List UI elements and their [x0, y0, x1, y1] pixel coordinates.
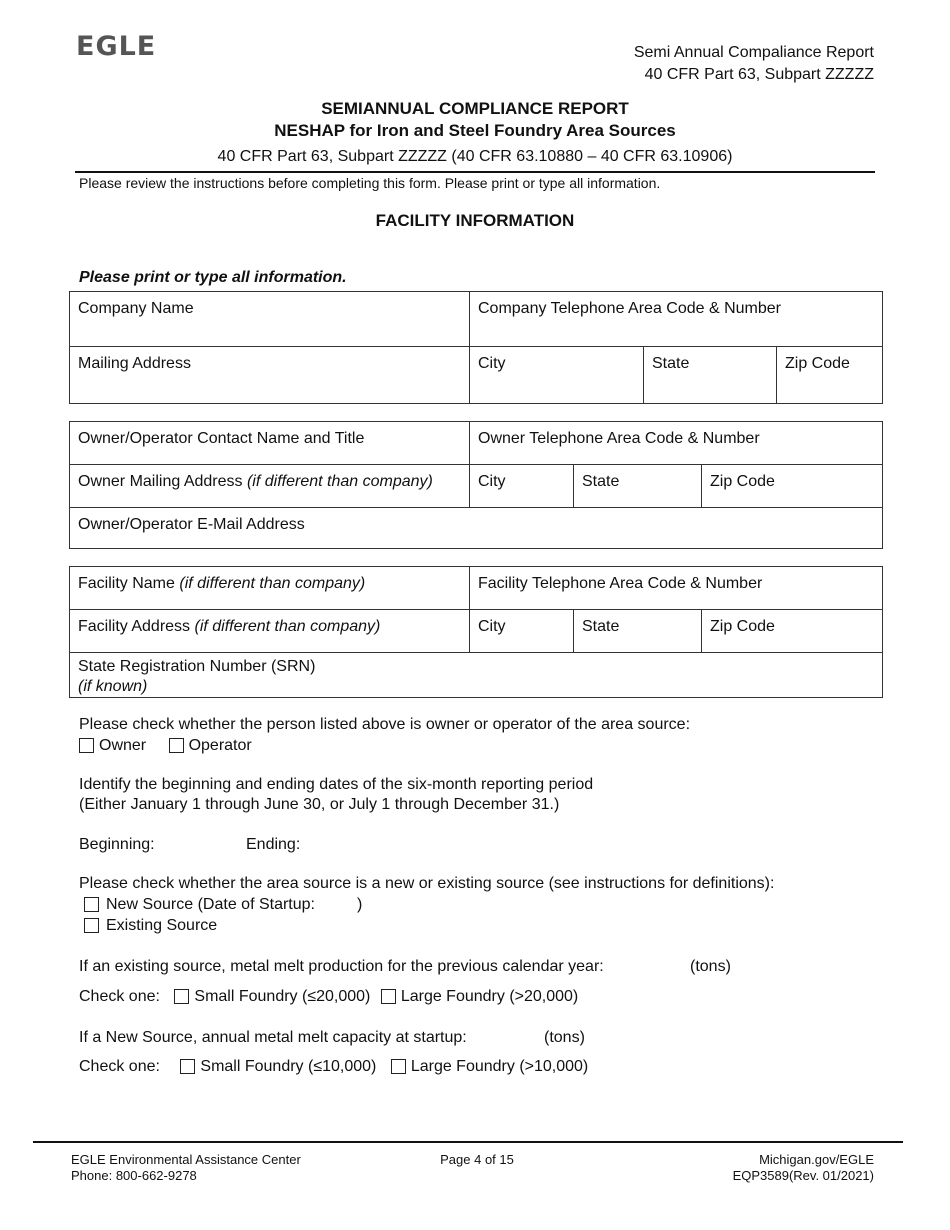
new-large-foundry-checkbox[interactable] — [391, 1059, 406, 1074]
existing-source-label: Existing Source — [106, 917, 218, 934]
owner-email-field[interactable] — [70, 508, 883, 549]
owner-zip-field[interactable] — [702, 465, 883, 508]
existing-source-checkbox[interactable] — [84, 918, 99, 933]
owner-state-label: State — [582, 473, 620, 490]
company-state-field[interactable] — [644, 347, 777, 404]
owner-operator-question: Please check whether the person listed above is owner or operator of the area source: — [79, 716, 691, 733]
operator-checkbox[interactable] — [169, 738, 184, 753]
facility-name-note: (if different than company) — [179, 575, 366, 592]
title-divider — [75, 171, 875, 173]
reporting-period-note: (Either January 1 through June 30, or July 1 through December 31.) — [79, 796, 560, 813]
source-type-question: Please check whether the area source is a new or existing source (see instructions for definitions): — [79, 875, 775, 892]
footer-page-number: Page 4 of 15 — [440, 1152, 514, 1167]
egle-logo: EGLE — [76, 31, 157, 62]
existing-source-option — [84, 916, 217, 936]
owner-zip-label: Zip Code — [710, 473, 775, 490]
footer-divider — [33, 1141, 903, 1143]
existing-production-units: (tons) — [690, 958, 731, 975]
srn-label: State Registration Number (SRN) — [78, 658, 316, 675]
operator-checkbox-label: Operator — [188, 737, 252, 754]
existing-size-options — [79, 987, 578, 1007]
facility-city-label: City — [478, 618, 506, 635]
header-doc-title: Semi Annual Compaliance Report — [633, 44, 874, 61]
facility-address-field[interactable] — [70, 610, 470, 653]
owner-checkbox[interactable] — [79, 738, 94, 753]
owner-operator-options — [79, 736, 252, 756]
footer-phone: Phone: 800-662-9278 — [71, 1168, 197, 1183]
owner-checkbox-label: Owner — [99, 737, 147, 754]
facility-name-label: Facility Name — [78, 575, 175, 592]
footer-org: EGLE Environmental Assistance Center — [71, 1152, 301, 1167]
footer-form-id: EQP3589(Rev. 01/2021) — [732, 1168, 874, 1183]
new-small-foundry-label: Small Foundry (≤10,000) — [200, 1058, 377, 1075]
company-phone-field[interactable] — [470, 292, 883, 347]
new-capacity-question: If a New Source, annual metal melt capacity at startup: — [79, 1029, 467, 1046]
company-state-label: State — [652, 355, 690, 372]
report-citation: 40 CFR Part 63, Subpart ZZZZZ (40 CFR 63.10880 – 40 CFR 63.10906) — [217, 148, 733, 165]
footer-website[interactable]: Michigan.gov/EGLE — [759, 1152, 874, 1167]
facility-address-note: (if different than company) — [194, 618, 381, 635]
instructions-text: Please review the instructions before completing this form. Please print or type all information. — [79, 175, 661, 191]
facility-city-field[interactable] — [470, 610, 574, 653]
facility-state-field[interactable] — [574, 610, 702, 653]
owner-contact-field[interactable] — [70, 422, 470, 465]
owner-state-field[interactable] — [574, 465, 702, 508]
srn-note: (if known) — [78, 678, 148, 695]
new-source-close-paren: ) — [356, 896, 363, 913]
existing-check-one-label: Check one: — [79, 988, 160, 1005]
company-zip-label: Zip Code — [785, 355, 850, 372]
company-name-field[interactable] — [70, 292, 470, 347]
company-info-table — [69, 291, 883, 404]
new-source-option — [84, 895, 362, 915]
owner-address-label: Owner Mailing Address — [78, 473, 243, 490]
owner-phone-field[interactable] — [470, 422, 883, 465]
mailing-address-field[interactable] — [70, 347, 470, 404]
company-zip-field[interactable] — [777, 347, 883, 404]
srn-field[interactable] — [70, 653, 883, 698]
report-subtitle: NESHAP for Iron and Steel Foundry Area Sources — [274, 121, 676, 140]
new-large-foundry-label: Large Foundry (>10,000) — [410, 1058, 589, 1075]
new-source-label: New Source (Date of Startup: — [106, 896, 315, 913]
header-doc-subtitle: 40 CFR Part 63, Subpart ZZZZZ — [644, 66, 874, 83]
owner-address-note: (if different than company) — [246, 473, 433, 490]
owner-info-table — [69, 421, 883, 549]
facility-phone-field[interactable] — [470, 567, 883, 610]
facility-info-table — [69, 566, 883, 698]
existing-production-question: If an existing source, metal melt production for the previous calendar year: — [79, 958, 604, 975]
company-phone-label: Company Telephone Area Code & Number — [478, 300, 781, 317]
existing-large-foundry-checkbox[interactable] — [381, 989, 396, 1004]
owner-contact-label: Owner/Operator Contact Name and Title — [78, 430, 365, 447]
new-small-foundry-checkbox[interactable] — [180, 1059, 195, 1074]
existing-small-foundry-label: Small Foundry (≤20,000) — [194, 988, 371, 1005]
facility-state-label: State — [582, 618, 620, 635]
reporting-period-instruction: Identify the beginning and ending dates of the six-month reporting period — [79, 776, 594, 793]
company-name-label: Company Name — [78, 300, 194, 317]
new-capacity-units: (tons) — [544, 1029, 585, 1046]
owner-address-field[interactable] — [70, 465, 470, 508]
owner-phone-label: Owner Telephone Area Code & Number — [478, 430, 760, 447]
facility-zip-field[interactable] — [702, 610, 883, 653]
existing-large-foundry-label: Large Foundry (>20,000) — [400, 988, 579, 1005]
print-note: Please print or type all information. — [79, 269, 347, 286]
existing-small-foundry-checkbox[interactable] — [174, 989, 189, 1004]
facility-phone-label: Facility Telephone Area Code & Number — [478, 575, 763, 592]
facility-name-field[interactable] — [70, 567, 470, 610]
owner-email-label: Owner/Operator E-Mail Address — [78, 516, 305, 533]
mailing-address-label: Mailing Address — [78, 355, 191, 372]
new-check-one-label: Check one: — [79, 1058, 160, 1075]
owner-city-field[interactable] — [470, 465, 574, 508]
section-title: FACILITY INFORMATION — [375, 211, 575, 230]
company-city-field[interactable] — [470, 347, 644, 404]
facility-zip-label: Zip Code — [710, 618, 775, 635]
ending-date-label: Ending: — [246, 836, 301, 853]
beginning-date-label: Beginning: — [79, 836, 155, 853]
new-source-checkbox[interactable] — [84, 897, 99, 912]
company-city-label: City — [478, 355, 506, 372]
owner-city-label: City — [478, 473, 506, 490]
facility-address-label: Facility Address — [78, 618, 191, 635]
new-size-options — [79, 1057, 588, 1077]
report-title: SEMIANNUAL COMPLIANCE REPORT — [321, 99, 629, 118]
